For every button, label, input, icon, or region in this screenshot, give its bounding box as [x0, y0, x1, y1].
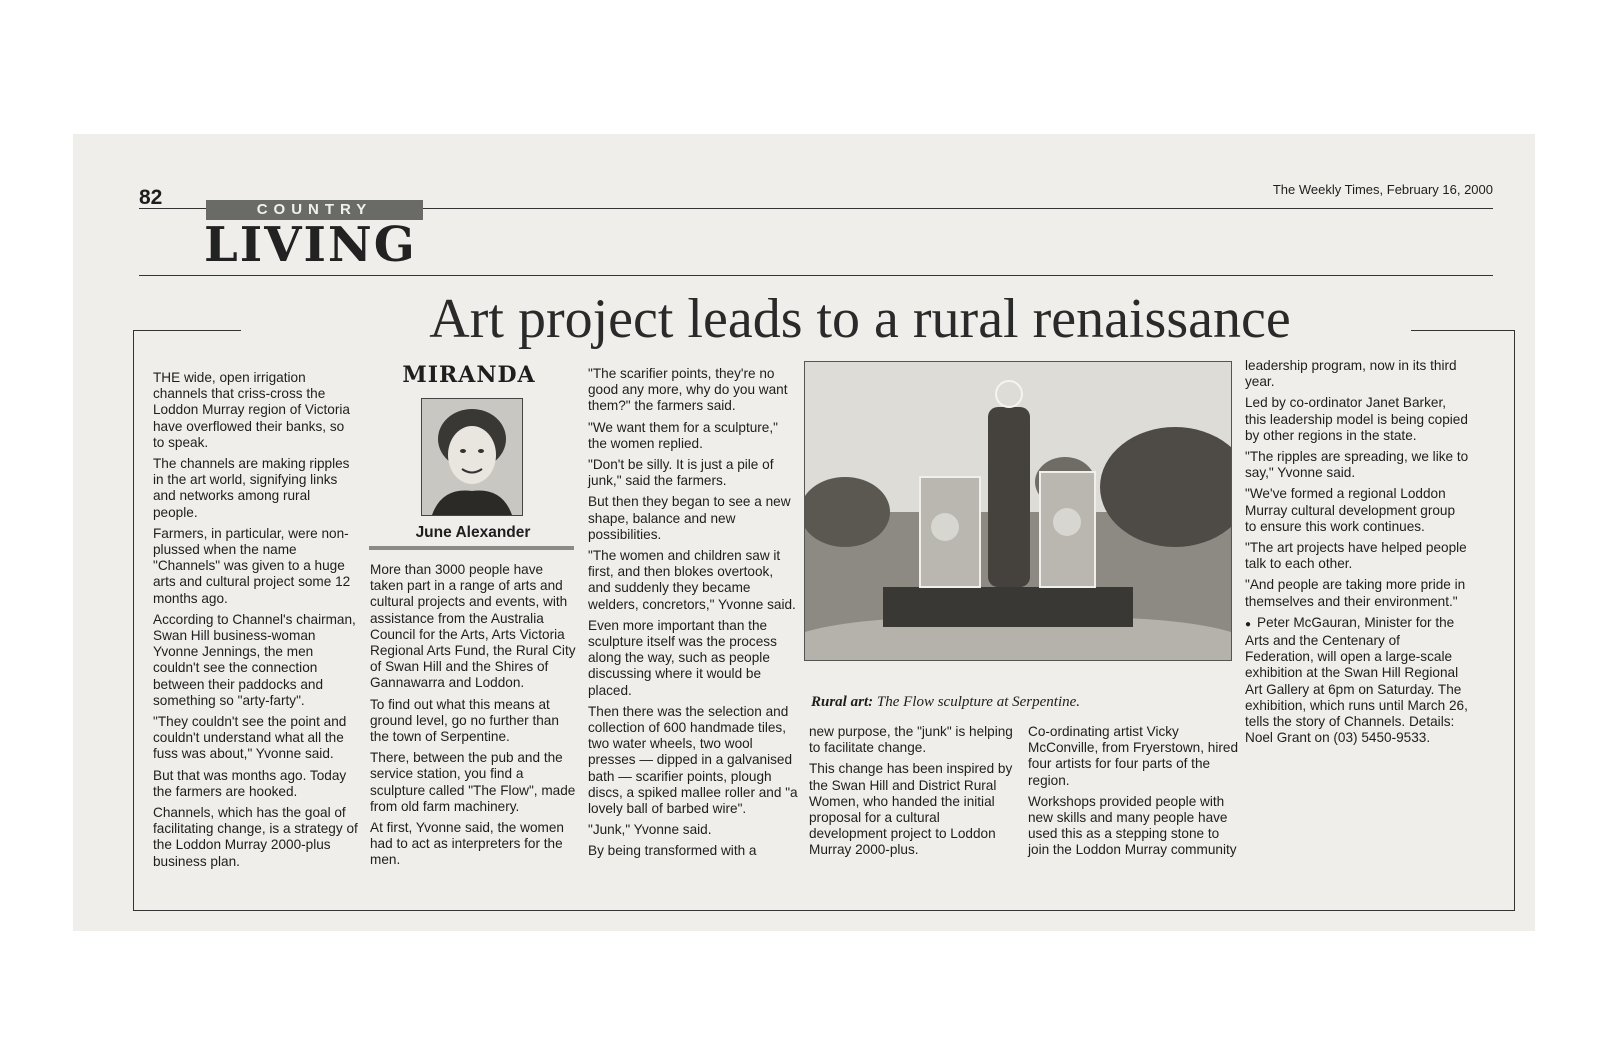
- paragraph: "We want them for a sculpture," the women replied.: [588, 419, 778, 451]
- paragraph: This change has been inspired by the Swan Hill and District Rural Women, who handed the initial proposal for a cultural development project to Loddon Murray 2000-plus.: [809, 761, 1013, 858]
- paragraph: "The scarifier points, they're no good any more, why do you want them?" the farmers said.: [588, 366, 788, 414]
- column-4: [809, 724, 1019, 864]
- sculpture-photo: [804, 361, 1232, 661]
- paragraph: There, between the pub and the service station, you find a sculpture called "The Flow", made from old farm machinery.: [370, 750, 576, 814]
- author-portrait: [421, 398, 523, 516]
- paragraph: "The women and children saw it first, and then blokes overtook, and suddenly they became welders, concretors," Yvonne said.: [588, 548, 796, 612]
- column-5: [1028, 724, 1238, 864]
- paragraph: According to Channel's chairman, Swan Hill business-woman Yvonne Jennings, the men couldn't see the connection between their paddocks and something so "arty-farty".: [153, 611, 356, 708]
- paragraph: THE wide, open irrigation channels that criss-cross the Loddon Murray region of Victoria have overflowed their banks, so to speak.: [153, 370, 350, 450]
- dateline: The Weekly Times, February 16, 2000: [1272, 182, 1493, 197]
- paragraph: "And people are taking more pride in themselves and their environment.": [1245, 577, 1466, 609]
- frame-top-right: [1411, 330, 1514, 331]
- bullet-icon: ●: [1245, 618, 1252, 630]
- column-3: [588, 366, 798, 865]
- event-note-text: Peter McGauran, Minister for the Arts and the Centenary of Federation, will open a large-scale exhibition at the Swan Hill Regional Art Gallery at 6pm on Saturday. The exhibition, which runs until March 26, tells the story of Channels. Details: Noel Grant on (03) 5450-9533.: [1245, 614, 1468, 746]
- paragraph: But that was months ago. Today the farmers are hooked.: [153, 767, 347, 799]
- column-name: MIRANDA: [402, 362, 536, 388]
- paragraph: To find out what this means at ground level, go no further than the town of Serpentine.: [370, 696, 559, 745]
- paragraph: Channels, which has the goal of facilitating change, is a strategy of the Loddon Murray 2000-plus business plan.: [153, 805, 358, 869]
- article-headline: Art project leads to a rural renaissance: [429, 288, 1291, 350]
- photo-caption: [811, 694, 1231, 711]
- paragraph: "We've formed a regional Loddon Murray cultural development group to ensure this work continues.: [1245, 486, 1456, 534]
- frame-top-left: [133, 330, 241, 331]
- paragraph: new purpose, the "junk" is helping to facilitate change.: [809, 724, 1013, 756]
- paragraph: By being transformed with a: [588, 843, 757, 859]
- section-rule: [139, 275, 1493, 276]
- paragraph: Workshops provided people with new skills and many people have used this as a stepping stone to join the Loddon Murray community: [1028, 793, 1237, 858]
- caption-label: Rural art:: [811, 694, 874, 710]
- paragraph: "The art projects have helped people talk to each other.: [1245, 540, 1467, 572]
- section-top-label: COUNTRY: [256, 201, 373, 218]
- paragraph: "They couldn't see the point and couldn't understand what all the fuss was about," Yvonne said.: [153, 714, 347, 762]
- page-number: 82: [139, 186, 163, 209]
- paragraph: Led by co-ordinator Janet Barker, this leadership model is being copied by other regions in the state.: [1245, 395, 1468, 443]
- paragraph: More than 3000 people have taken part in a range of arts and cultural projects and events, with assistance from the Australia Council for the Arts, Arts Victoria Regional Arts Fund, the Rural City of Swan Hill and the Shires of Gannawarra and Loddon.: [370, 562, 576, 691]
- column-1: [153, 370, 358, 875]
- section-title: LIVING: [204, 217, 417, 273]
- caption-text: The Flow sculpture at Serpentine.: [876, 694, 1081, 710]
- paragraph: The channels are making ripples in the art world, signifying links and networks among rural people.: [153, 456, 350, 520]
- newspaper-page: [73, 134, 1535, 931]
- column-6: [1245, 358, 1470, 751]
- paragraph: Co-ordinating artist Vicky McConville, from Fryerstown, hired four artists for four parts of the region.: [1028, 724, 1238, 788]
- paragraph: "Don't be silly. It is just a pile of junk," said the farmers.: [588, 457, 774, 489]
- author-name: June Alexander: [415, 524, 531, 541]
- paragraph: Then there was the selection and collection of 600 handmade tiles, two water wheels, two wool presses — dipped in a galvanised bath — scarifier points, plough discs, a spiked mallee roller and "a lovely ball of barbed wire".: [588, 703, 798, 817]
- paragraph: Even more important than the sculpture itself was the process along the way, such as people discussing where it would be placed.: [588, 617, 777, 698]
- paragraph: "The ripples are spreading, we like to say," Yvonne said.: [1245, 449, 1469, 481]
- paragraph: "Junk," Yvonne said.: [588, 822, 712, 838]
- paragraph: But then they began to see a new shape, balance and new possibilities.: [588, 494, 791, 542]
- paragraph: Farmers, in particular, were non-plussed when the name "Channels" was given to a huge arts and cultural project some 12 months ago.: [153, 525, 351, 606]
- column-2: [370, 562, 580, 874]
- paragraph: leadership program, now in its third year.: [1245, 358, 1457, 390]
- byline-divider: [369, 546, 574, 550]
- event-note: [1245, 615, 1470, 747]
- paragraph: At first, Yvonne said, the women had to act as interpreters for the men.: [370, 820, 564, 868]
